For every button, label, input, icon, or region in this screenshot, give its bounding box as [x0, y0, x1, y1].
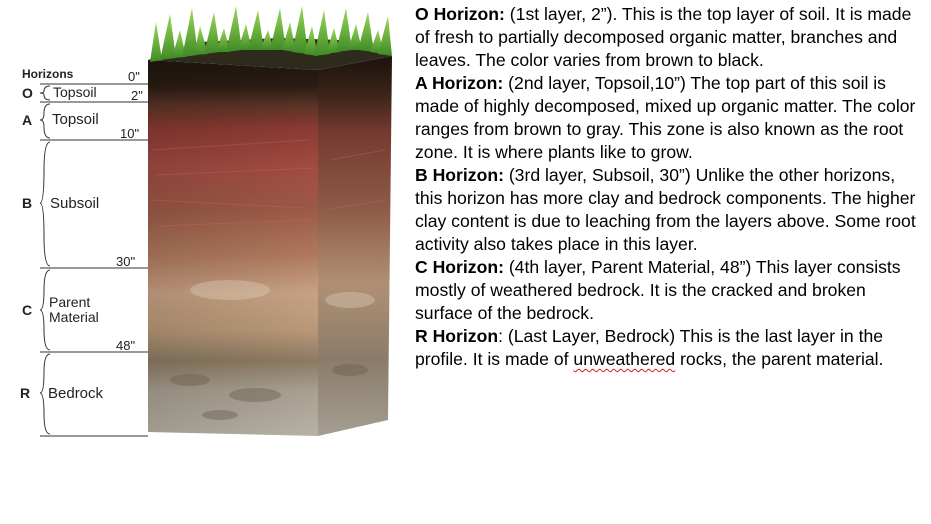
a-horizon-text: (2nd layer, Topsoil,10”) The top part of this soil is made of highly decomposed, mixed up organic matter. The color ranges from brown to gray. This zone is also known as the root zone. It is where plants like to grow.: [415, 73, 916, 162]
horizon-label-c-line1: Parent: [49, 294, 91, 310]
horizon-label-b: Subsoil: [50, 195, 100, 212]
b-horizon-description: [415, 164, 925, 256]
horizon-label-r: Bedrock: [48, 385, 104, 402]
soil-side-face: [318, 56, 392, 436]
horizons-heading: Horizons: [22, 67, 74, 81]
spellcheck-flagged-word: unweathered: [573, 349, 676, 369]
depth-mark-10: 10": [120, 126, 140, 141]
horizon-letter-a: A: [22, 112, 33, 128]
a-horizon-description: [415, 72, 925, 164]
soil-profile-svg: [0, 0, 410, 524]
r-horizon-description: [415, 325, 925, 371]
horizon-label-c-line2: Material: [49, 309, 99, 325]
c-horizon-text: (4th layer, Parent Material, 48”) This layer consists mostly of weathered bedrock. It is the cracked and broken surface of the bedrock.: [415, 257, 901, 323]
horizon-descriptions: [415, 3, 925, 371]
horizon-letter-o: O: [22, 85, 33, 101]
horizon-label-o: Topsoil: [53, 84, 97, 100]
o-horizon-title: O Horizon:: [415, 4, 505, 24]
depth-mark-48: 48": [116, 338, 136, 353]
c-horizon-title: C Horizon:: [415, 257, 504, 277]
o-horizon-description: [415, 3, 925, 72]
r-horizon-text-before: : (Last Layer, Bedrock) This is the last layer in the profile. It is made of: [415, 326, 884, 369]
horizon-letter-r: R: [20, 385, 31, 401]
o-horizon-text: (1st layer, 2”). This is the top layer of soil. It is made of fresh to partially decomposed organic matter, branches and leaves. The color varies from brown to black.: [415, 4, 912, 70]
a-horizon-title: A Horizon:: [415, 73, 504, 93]
horizon-letter-c: C: [22, 302, 33, 318]
horizon-label-a: Topsoil: [52, 111, 99, 128]
grass-top: [148, 6, 392, 70]
depth-mark-0: 0": [128, 69, 140, 84]
soil-profile-diagram: [0, 0, 410, 524]
depth-mark-30: 30": [116, 254, 136, 269]
r-horizon-title: R Horizon: [415, 326, 499, 346]
soil-block: [148, 56, 392, 436]
c-horizon-description: [415, 256, 925, 325]
horizon-letter-b: B: [22, 195, 33, 211]
b-horizon-title: B Horizon:: [415, 165, 504, 185]
depth-mark-2: 2": [131, 88, 143, 103]
b-horizon-text: (3rd layer, Subsoil, 30”) Unlike the other horizons, this horizon has more clay and bedrock components. The higher clay content is due to leaching from the layers above. Some root activity also takes place in this layer.: [415, 165, 916, 254]
r-horizon-text-after: rocks, the parent material.: [675, 349, 884, 369]
